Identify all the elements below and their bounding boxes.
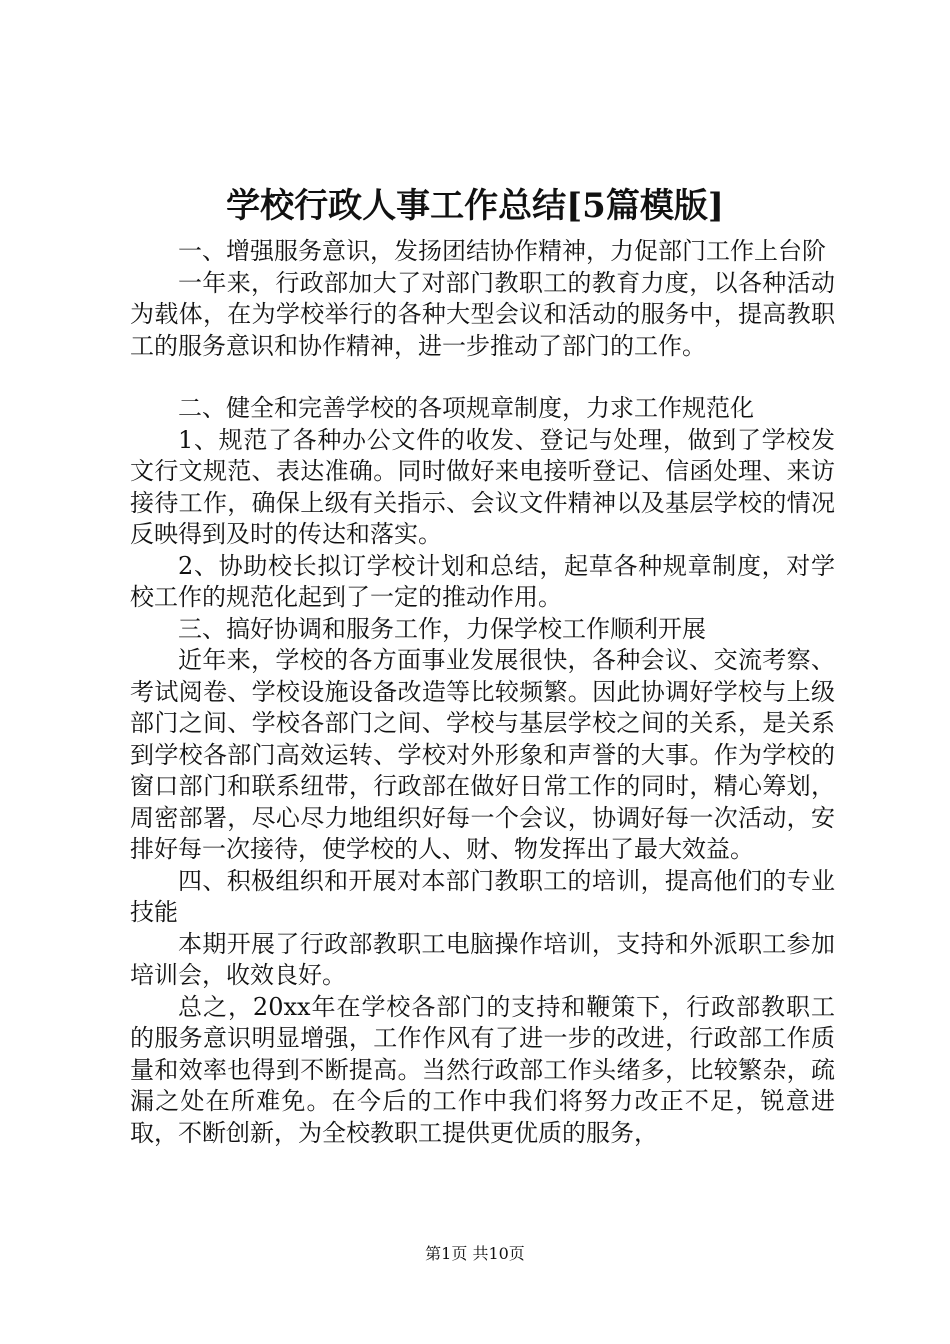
body-paragraph: 近年来，学校的各方面事业发展很快，各种会议、交流考察、考试阅卷、学校设施设备改造等比较频繁。因此协调好学校与上级部门之间、学校各部门之间、学校与基层学校之间的关系，是关系到学校各部门高效运转、学校对外形象和声誉的大事。作为学校的窗口部门和联系纽带，行政部在做好日常工作的同时，精心筹划，周密部署，尽心尽力地组织好每一个会议，协调好每一次活动，安排好每一次接待，使学校的人、财、物发挥出了最大效益。 [130,646,835,863]
section-heading-4: 四、积极组织和开展对本部门教职工的培训，提高他们的专业技能 [130,866,835,926]
document-title: 学校行政人事工作总结[5篇模版] [226,186,724,226]
body-paragraph: 2、协助校长拟订学校计划和总结，起草各种规章制度，对学校工作的规范化起到了一定的推动作用。 [130,551,835,611]
body-paragraph: 总之，20xx年在学校各部门的支持和鞭策下，行政部教职工的服务意识明显增强，工作作风有了进一步的改进，行政部工作质量和效率也得到不断提高。当然行政部工作头绪多，比较繁杂，疏漏之处在所难免。在今后的工作中我们将努力改正不足，锐意进取，不断创新，为全校教职工提供更优质的服务， [130,992,835,1147]
section-heading-2: 二、健全和完善学校的各项规章制度，力求工作规范化 [178,394,754,422]
body-paragraph: 一年来，行政部加大了对部门教职工的教育力度，以各种活动为载体，在为学校举行的各种大型会议和活动的服务中，提高教职工的服务意识和协作精神，进一步推动了部门的工作。 [130,268,835,360]
page-number-footer: 第1页 共10页 [425,1244,525,1263]
section-heading-3: 三、搞好协调和服务工作，力保学校工作顺利开展 [178,614,706,643]
section-heading-1: 一、增强服务意识，发扬团结协作精神，力促部门工作上台阶 [178,237,826,265]
body-paragraph: 1、规范了各种办公文件的收发、登记与处理，做到了学校发文行文规范、表达准确。同时做好来电接听登记、信函处理、来访接待工作，确保上级有关指示、会议文件精神以及基层学校的情况反映得到及时的传达和落实。 [130,425,835,548]
body-paragraph: 本期开展了行政部教职工电脑操作培训，支持和外派职工参加培训会，收效良好。 [130,929,835,989]
document-body [130,236,835,1149]
